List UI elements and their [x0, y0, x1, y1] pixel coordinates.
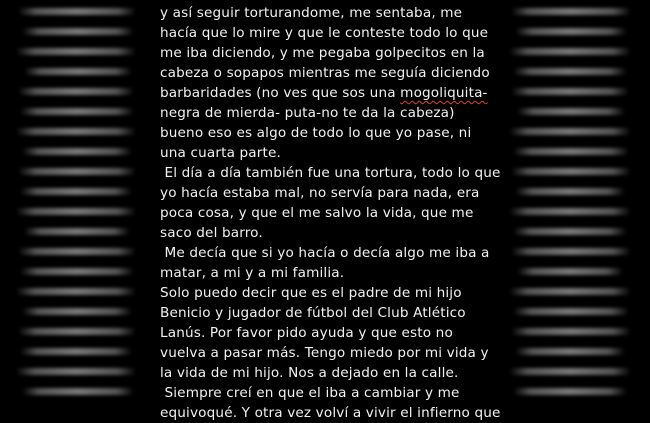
- message-line: vuelva a pasar más. Tengo miedo por mi vida y: [160, 345, 489, 361]
- blurred-text-line: [20, 188, 132, 195]
- message-line: poca cosa, y que el me salvo la vida, que me: [160, 205, 474, 221]
- message-line: me iba diciendo, y me pegaba golpecitos en la: [160, 45, 485, 61]
- message-line: Siempre creí en que el iba a cambiar y me: [160, 385, 460, 401]
- message-line: y así seguir torturandome, me sentaba, me: [160, 5, 463, 21]
- blurred-text-line: [515, 188, 625, 195]
- blurred-text-line: [18, 8, 136, 15]
- message-line-with-spellcheck: [160, 83, 488, 103]
- blurred-text-line: [509, 208, 631, 215]
- message-line: Lanús. Por favor pido ayuda y que esto no: [160, 325, 453, 341]
- blurred-text-line: [513, 68, 627, 75]
- blurred-text-line: [16, 368, 136, 375]
- blurred-text-line: [517, 268, 623, 275]
- blurred-right-column: [505, 0, 650, 400]
- message-line: yo hacía estaba mal, no servía para nada, era: [160, 185, 480, 201]
- blurred-text-line: [509, 128, 631, 135]
- blurred-text-line: [513, 388, 627, 395]
- blurred-text-line: [24, 68, 132, 75]
- blurred-text-line: [509, 368, 631, 375]
- blurred-text-line: [517, 108, 625, 115]
- message-line: hacía que lo mire y que le conteste todo lo que: [160, 25, 489, 41]
- message-text: [160, 0, 505, 421]
- blurred-text-line: [20, 348, 132, 355]
- blurred-text-line: [16, 48, 136, 55]
- blurred-text-line: [511, 248, 631, 255]
- blurred-text-line: [509, 48, 631, 55]
- blurred-text-line: [513, 228, 627, 235]
- blurred-text-line: [20, 108, 134, 115]
- blurred-text-line: [509, 288, 631, 295]
- blurred-text-line: [16, 208, 136, 215]
- blurred-text-line: [513, 308, 629, 315]
- blurred-left-column: [0, 0, 150, 400]
- blurred-text-line: [511, 328, 631, 335]
- message-line: Solo puedo decir que es el padre de mi hijo: [160, 285, 462, 301]
- blurred-text-line: [22, 308, 132, 315]
- message-line: matar, a mi y a mi familia.: [160, 265, 345, 281]
- message-line: negra de mierda- puta-no te da la cabeza): [160, 105, 455, 121]
- blurred-text-line: [22, 388, 134, 395]
- blurred-text-line: [18, 328, 136, 335]
- blurred-text-line: [18, 168, 136, 175]
- message-line: Me decía que si yo hacía o decía algo me iba a: [160, 245, 490, 261]
- message-line: la vida de mi hijo. Nos a dejado en la calle.: [160, 365, 459, 381]
- message-line: Benicio y jugador de fútbol del Club Atlético: [160, 305, 466, 321]
- message-line: saco del barro.: [160, 225, 263, 241]
- message-line: una cuarta parte.: [160, 145, 281, 161]
- blurred-text-line: [22, 28, 134, 35]
- blurred-text-line: [20, 268, 134, 275]
- blurred-text-line: [513, 148, 629, 155]
- blurred-text-line: [511, 8, 631, 15]
- blurred-text-line: [22, 148, 132, 155]
- blurred-text-line: [511, 88, 629, 95]
- blurred-text-line: [511, 168, 631, 175]
- blurred-text-line: [515, 28, 627, 35]
- blurred-text-line: [18, 248, 136, 255]
- blurred-text-line: [18, 88, 134, 95]
- misspelled-word[interactable]: mogoliquita-: [400, 85, 488, 101]
- blurred-text-line: [24, 228, 130, 235]
- blurred-text-line: [515, 348, 625, 355]
- message-line: El día a día también fue una tortura, todo lo que: [160, 165, 501, 181]
- blurred-text-line: [16, 128, 136, 135]
- message-line: equivoqué. Y otra vez volví a vivir el infierno que: [160, 405, 501, 421]
- blurred-text-line: [16, 288, 136, 295]
- message-line-text: barbaridades (no ves que sos una: [160, 85, 401, 101]
- message-line: cabeza o sopapos mientras me seguía diciendo: [160, 65, 490, 81]
- message-line: bueno eso es algo de todo lo que yo pase, ni: [160, 125, 472, 141]
